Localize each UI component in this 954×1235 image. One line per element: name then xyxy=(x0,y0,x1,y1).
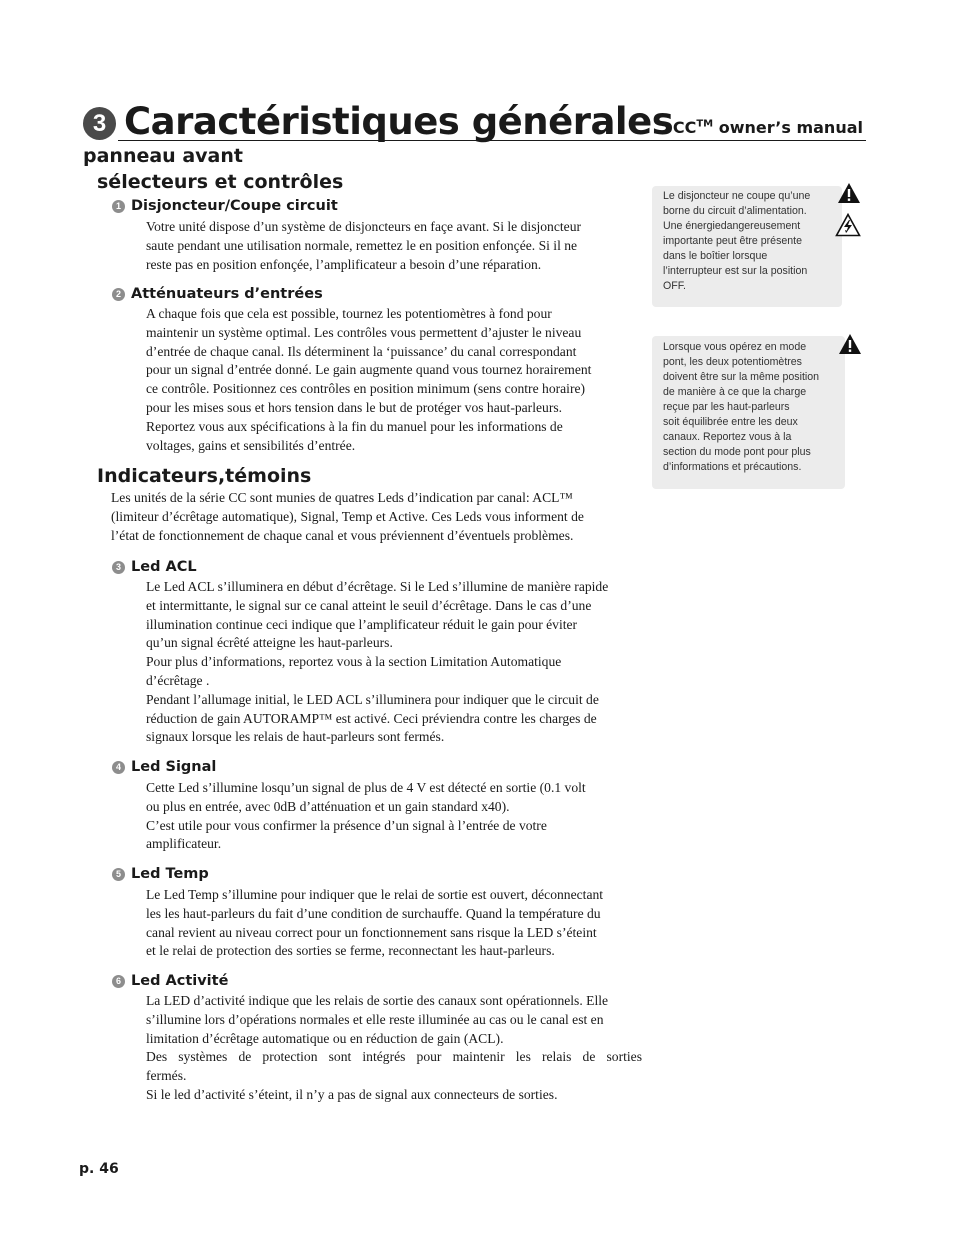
item-title: Led ACL xyxy=(131,559,197,575)
page-number: p. 46 xyxy=(79,1161,119,1177)
note-line: de manière à ce que la charge xyxy=(663,386,807,398)
item-heading-attenuateurs xyxy=(112,286,323,302)
text-line: canal revient au niveau correct pour un fonctionnement sans risque la LED s’éteint xyxy=(146,924,597,940)
note-line: borne du circuit d’alimentation. xyxy=(663,205,807,217)
note-line: canaux. Reportez vous à la xyxy=(663,431,792,443)
text-line: limitation d’écrêtage automatique ou en réduction de gain (ACL). xyxy=(146,1030,504,1046)
item-title: Atténuateurs d’entrées xyxy=(131,286,323,302)
section-heading: panneau avant xyxy=(83,145,243,167)
item-title: Led Signal xyxy=(131,759,217,775)
text-line: Pour plus d’informations, reportez vous à la section Limitation Automatique xyxy=(146,654,562,670)
page-title: Caractéristiques générales xyxy=(124,100,674,143)
manual-prefix: CC xyxy=(672,118,697,137)
note-line: pont, les deux potentiomètres xyxy=(663,356,802,368)
text-line: Les unités de la série CC sont munies de quatres Leds d’indication par canal: ACL™ xyxy=(111,490,573,505)
text-line: d’entrée de chaque canal. Ils déterminent la ‘puissance’ du canal correspondant xyxy=(146,343,577,359)
text-line: reste pas en position enfonçée, l’amplificateur a besoin d’une réparation. xyxy=(146,256,542,272)
note-line: soit équilibrée entre les deux xyxy=(663,416,798,428)
header-rule xyxy=(118,140,866,141)
text-line: réduction de gain AUTORAMP™ est activé. Ceci préviendra contre les charges de xyxy=(146,710,597,726)
note-line: l’interrupteur est sur la position xyxy=(663,265,808,277)
note-line: section du mode pont pour plus xyxy=(663,446,811,458)
item-number-badge: 2 xyxy=(112,288,125,301)
item-heading-led-activite xyxy=(112,973,228,989)
text-line: qu’un signal écrêté atteigne les haut-parleurs. xyxy=(146,635,393,651)
item-body-led-signal xyxy=(146,779,642,854)
note-line: OFF. xyxy=(663,280,686,292)
trademark-mark: TM xyxy=(696,118,714,130)
warning-icon xyxy=(838,333,862,355)
text-line: Des systèmes de protection sont intégrés pour maintenir les relais de sorties xyxy=(146,1049,642,1065)
text-line: Le Led Temp s’illumine pour indiquer que le relai de sortie est ouvert, déconnectant xyxy=(146,887,604,902)
text-line: A chaque fois que cela est possible, tournez les potentiomètres à fond pour xyxy=(146,306,552,321)
text-line: ou plus en entrée, avec 0dB d’atténuation et un gain standard x40). xyxy=(146,798,510,814)
text-line: fermés. xyxy=(146,1068,187,1084)
text-line: ce contrôle. Positionnez ces contrôles en position minimum (sens contre horaire) xyxy=(146,381,586,397)
text-line: Cette Led s’illumine losqu’un signal de plus de 4 V est détecté en sortie (0.1 volt xyxy=(146,780,586,795)
text-line: signaux lorsque les relais de haut-parleurs sont fermés. xyxy=(146,729,445,745)
note-line: reçue par les haut-parleurs xyxy=(663,401,790,413)
text-line: l’état de fonctionnement de chaque canal et vous préviennent d’éventuels problèmes. xyxy=(111,527,574,543)
note-line: dans le boîtier lorsque xyxy=(663,250,768,262)
text-line: s’illumine lors d’opérations normales et elle reste illuminée au cas ou le canal est en xyxy=(146,1011,604,1027)
item-body-led-activite xyxy=(146,992,642,1105)
text-line: La LED d’activité indique que les relais de sortie des canaux sont opérationnels. Elle xyxy=(146,993,609,1008)
text-line: les les haut-parleurs du fait d’une condition de surchauffe. Quand la température du xyxy=(146,905,601,921)
item-body-led-acl xyxy=(146,578,642,747)
text-line: maintenir un système optimal. Les contrôles vous permettent d’ajuster le niveau xyxy=(146,324,582,340)
item-heading-led-acl xyxy=(112,559,197,575)
text-line: d’écrêtage . xyxy=(146,672,210,688)
text-line: pour un signal d’entrée donné. Le gain augmente quand vous tournez horairement xyxy=(146,362,592,378)
item-heading-disjoncteur xyxy=(112,198,338,214)
item-number-badge: 1 xyxy=(112,200,125,213)
note-line: Lorsque vous opérez en mode xyxy=(663,341,807,353)
text-line: Pendant l’allumage initial, le LED ACL s’illuminera pour indiquer que le circuit de xyxy=(146,691,599,707)
sidebar-note-bridge xyxy=(652,336,845,489)
text-line: Si le led d’activité s’éteint, il n’y a pas de signal aux connecteurs de sorties. xyxy=(146,1086,558,1102)
text-line: Votre unité dispose d’un système de disjoncteurs en façe avant. Si le disjoncteur xyxy=(146,219,582,234)
warning-icon xyxy=(837,182,861,204)
manual-label xyxy=(673,118,863,137)
manual-suffix: owner’s manual xyxy=(713,118,863,137)
text-line: illumination continue ceci indique que l’amplificateur réduit le gain pour éviter xyxy=(146,616,578,632)
item-body-attenuateurs xyxy=(146,305,642,455)
text-line: Reportez vous aux spécifications à la fin du manuel pour les informations de xyxy=(146,418,563,434)
electric-shock-icon xyxy=(835,213,861,237)
text-line: amplificateur. xyxy=(146,836,222,852)
text-line: (limiteur d’écrêtage automatique), Signal, Temp et Active. Ces Leds vous informent de xyxy=(111,508,584,524)
note-line: Le disjoncteur ne coupe qu’une xyxy=(663,190,811,202)
note-line: doivent être sur la même position xyxy=(663,371,820,383)
indicators-intro xyxy=(111,489,641,545)
text-line: saute pendant une utilisation normale, remettez le en position enfonçée. Si il ne xyxy=(146,237,578,253)
text-line: et intermittante, le signal sur ce canal atteint le seuil d’écrêtage. Dans le cas d’une xyxy=(146,597,592,613)
item-body-disjoncteur xyxy=(146,218,642,274)
item-number-badge: 3 xyxy=(112,561,125,574)
item-heading-led-signal xyxy=(112,759,216,775)
item-heading-led-temp xyxy=(112,866,209,882)
item-number-badge: 4 xyxy=(112,761,125,774)
section-subheading: sélecteurs et contrôles xyxy=(97,171,344,193)
item-number-badge: 6 xyxy=(112,975,125,988)
item-title: Disjoncteur/Coupe circuit xyxy=(131,198,338,214)
text-line: C’est utile pour vous confirmer la présence d’un signal à l’entrée de votre xyxy=(146,817,547,833)
note-line: Une énergiedangereusement xyxy=(663,220,801,232)
note-line: importante peut être présente xyxy=(663,235,802,247)
note-line: d’informations et précautions. xyxy=(663,461,802,473)
item-title: Led Temp xyxy=(131,866,209,882)
text-line: Le Led ACL s’illuminera en début d’écrêtage. Si le Led s’illumine de manière rapide xyxy=(146,579,609,594)
item-body-led-temp xyxy=(146,886,642,961)
text-line: et le relai de protection des sorties se ferme, reconnectant les haut-parleurs. xyxy=(146,943,555,959)
text-line: pour les mises sous et hors tension dans le but de protéger vos haut-parleurs. xyxy=(146,399,563,415)
sidebar-note-breaker xyxy=(652,186,842,307)
chapter-number-badge: 3 xyxy=(83,107,116,140)
item-title: Led Activité xyxy=(131,973,229,989)
indicators-heading: Indicateurs,témoins xyxy=(97,465,312,487)
item-number-badge: 5 xyxy=(112,868,125,881)
text-line: voltages, gains et sensibilités d’entrée. xyxy=(146,437,356,453)
